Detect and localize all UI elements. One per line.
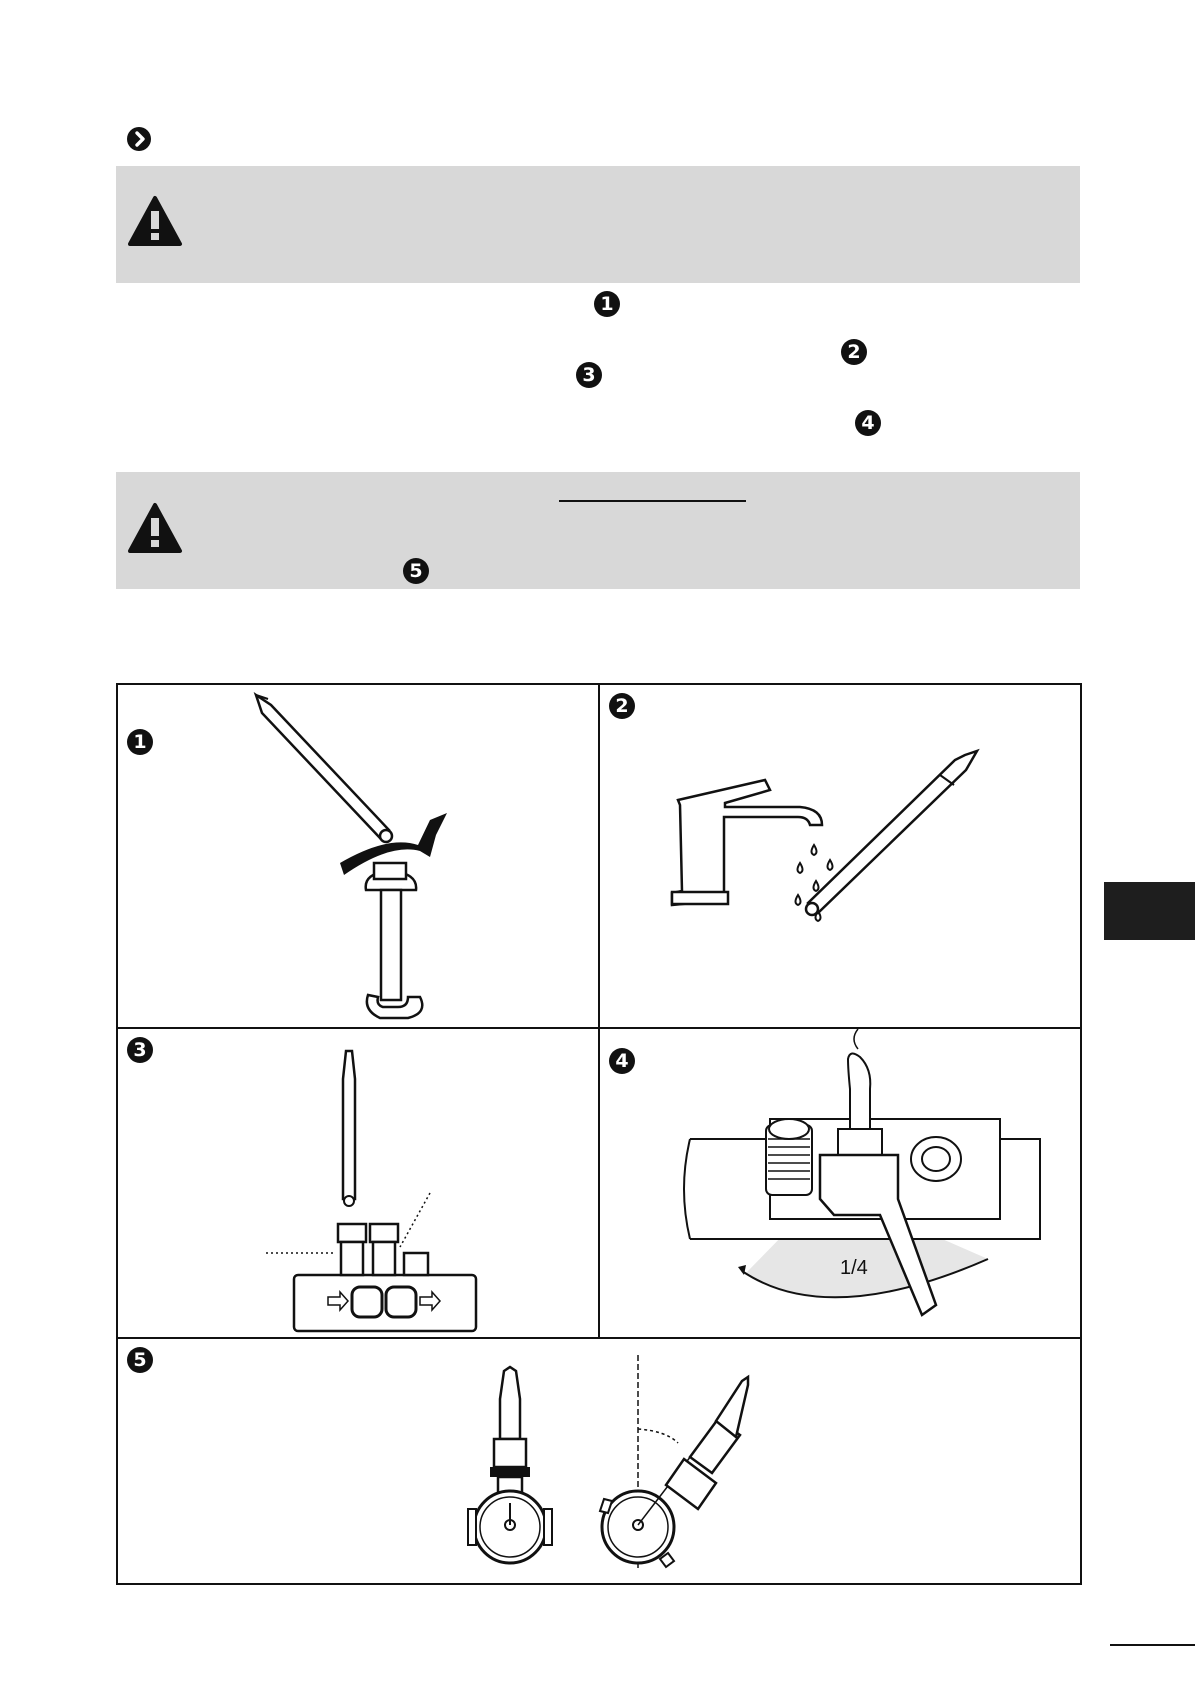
figure-panel-3 — [116, 1027, 600, 1339]
figure-panel-1 — [116, 683, 600, 1029]
quarter-turn-label: 1/4 — [840, 1257, 868, 1279]
step-marker-2: 2 — [841, 339, 867, 365]
warning-triangle-icon — [127, 502, 183, 554]
figure-panel-2 — [598, 683, 1082, 1029]
panel-marker-4: 4 — [609, 1048, 635, 1074]
rinse-probe-illustration — [600, 685, 1080, 1027]
probe-above-manifold-illustration — [118, 1029, 598, 1337]
panel-marker-2: 2 — [609, 693, 635, 719]
panel-marker-1: 1 — [127, 729, 153, 755]
probe-into-valve-illustration — [118, 685, 598, 1027]
step-marker-1: 1 — [594, 291, 620, 317]
page-number-rule — [1110, 1644, 1195, 1646]
warning-box — [116, 166, 1080, 283]
figure-panel-4 — [598, 1027, 1082, 1339]
quarter-turn-illustration — [600, 1029, 1080, 1337]
underline-rule — [559, 500, 746, 502]
chevron-right-icon — [127, 127, 151, 151]
panel-marker-3: 3 — [127, 1037, 153, 1063]
figure-panel-5 — [116, 1337, 1082, 1585]
warning-box-2 — [116, 472, 1080, 589]
step-marker-4: 4 — [855, 410, 881, 436]
step-marker-5: 5 — [403, 558, 429, 584]
section-tab — [1104, 882, 1195, 940]
panel-marker-5: 5 — [127, 1347, 153, 1373]
probe-angle-illustration — [118, 1339, 1080, 1583]
step-marker-3: 3 — [576, 362, 602, 388]
warning-triangle-icon — [127, 195, 183, 247]
